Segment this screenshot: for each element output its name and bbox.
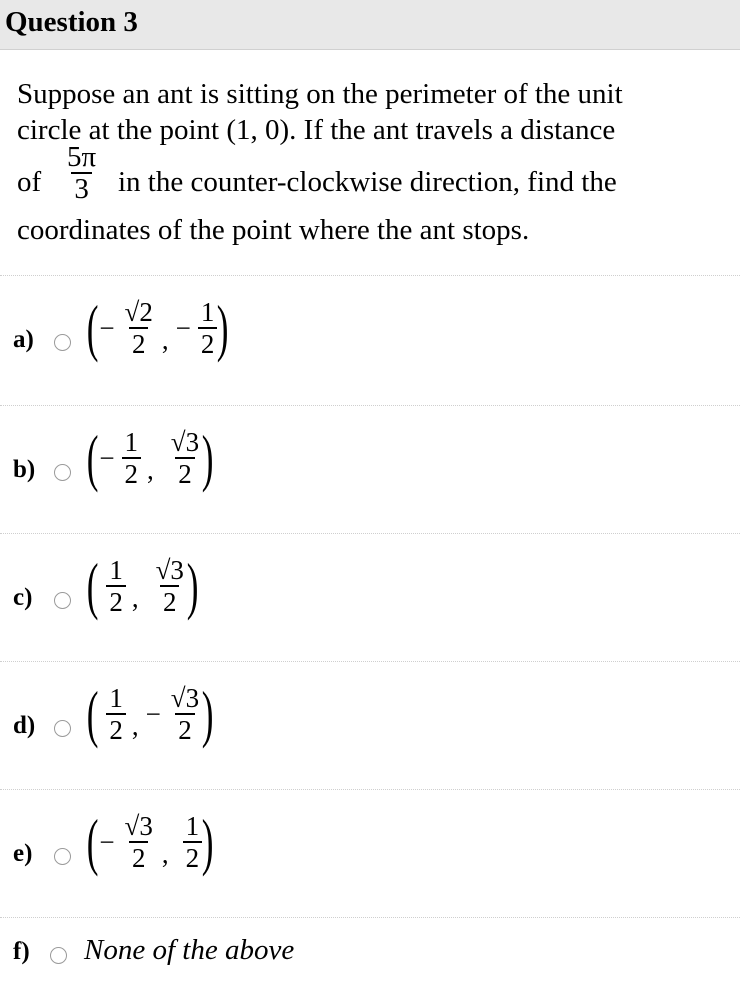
left-paren: ( <box>86 678 99 749</box>
prompt-line-3 <box>17 141 717 212</box>
y-numerator: √3 <box>155 555 184 585</box>
x-sign: − <box>99 826 115 857</box>
choice-letter: f) <box>13 938 30 965</box>
radio-button[interactable] <box>50 947 67 964</box>
x-numerator: √2 <box>124 297 153 327</box>
right-paren: ) <box>217 292 229 363</box>
y-fraction <box>183 811 203 873</box>
prompt-line-4: coordinates of the point where the ant stops. <box>17 214 530 246</box>
prompt-line-3-rest: in the counter-clockwise direction, find the <box>118 166 617 198</box>
comma: , <box>161 838 169 869</box>
choice-e[interactable] <box>0 790 740 920</box>
radio-button[interactable] <box>54 592 71 609</box>
x-numerator: √3 <box>124 811 153 841</box>
x-denominator: 2 <box>106 713 126 745</box>
x-fraction <box>106 683 126 745</box>
choice-d[interactable] <box>0 662 740 792</box>
x-numerator: 1 <box>109 683 123 713</box>
y-numerator: 1 <box>200 297 215 327</box>
y-fraction <box>168 683 202 745</box>
fraction-numerator: 5π <box>67 141 97 173</box>
y-numerator: 1 <box>185 811 200 841</box>
choice-f[interactable] <box>0 918 740 986</box>
comma: , <box>147 454 154 485</box>
choice-letter: c) <box>13 584 33 611</box>
left-paren: ( <box>86 806 99 877</box>
comma: , <box>131 582 139 613</box>
y-fraction <box>168 427 202 489</box>
prompt-of: of <box>17 166 42 198</box>
x-sign: − <box>99 442 115 473</box>
prompt-line-1: Suppose an ant is sitting on the perimeter of the unit <box>17 78 623 110</box>
choice-b[interactable] <box>0 406 740 536</box>
x-numerator: 1 <box>109 555 123 585</box>
question-title: Question 3 <box>5 6 138 38</box>
answer-expression <box>86 550 199 621</box>
radio-button[interactable] <box>54 848 71 865</box>
x-fraction <box>106 555 126 617</box>
prompt-line-2: circle at the point (1, 0). If the ant travels a distance <box>17 114 616 146</box>
y-sign: − <box>145 698 161 729</box>
x-numerator: 1 <box>124 427 139 457</box>
comma: , <box>131 710 139 741</box>
choice-c[interactable] <box>0 534 740 664</box>
x-fraction <box>122 297 156 359</box>
y-sign: − <box>175 312 191 343</box>
right-paren: ) <box>186 550 199 621</box>
choice-a[interactable] <box>0 276 740 406</box>
y-numerator: √3 <box>170 683 200 713</box>
radio-button[interactable] <box>54 720 71 737</box>
choice-letter: e) <box>13 840 33 867</box>
choice-letter: d) <box>13 712 36 739</box>
choice-letter: b) <box>13 456 36 483</box>
x-fraction <box>122 427 142 489</box>
fraction-denominator: 3 <box>71 172 92 204</box>
y-denominator: 2 <box>175 457 195 489</box>
y-numerator: √3 <box>170 427 200 457</box>
choice-letter: a) <box>13 326 34 353</box>
y-fraction <box>153 555 187 617</box>
x-sign: − <box>99 312 115 343</box>
y-denominator: 2 <box>198 327 218 359</box>
answer-expression <box>86 806 214 877</box>
question-header <box>0 0 740 50</box>
y-denominator: 2 <box>160 585 180 617</box>
radio-button[interactable] <box>54 464 71 481</box>
right-paren: ) <box>201 422 214 493</box>
radio-button[interactable] <box>54 334 71 351</box>
answer-expression <box>86 422 214 493</box>
question-prompt <box>17 76 717 248</box>
left-paren: ( <box>86 422 99 493</box>
right-paren: ) <box>201 678 214 749</box>
x-fraction <box>122 811 156 873</box>
x-denominator: 2 <box>122 457 142 489</box>
comma: , <box>161 324 169 355</box>
none-of-the-above-label: None of the above <box>84 934 295 966</box>
y-fraction <box>198 297 218 359</box>
distance-fraction <box>64 142 99 204</box>
x-denominator: 2 <box>106 585 126 617</box>
left-paren: ( <box>86 292 99 363</box>
y-denominator: 2 <box>183 841 203 873</box>
x-denominator: 2 <box>129 841 149 873</box>
answer-expression <box>86 678 214 749</box>
right-paren: ) <box>201 806 214 877</box>
x-denominator: 2 <box>129 327 149 359</box>
y-denominator: 2 <box>175 713 195 745</box>
answer-expression <box>86 292 229 363</box>
left-paren: ( <box>86 550 99 621</box>
